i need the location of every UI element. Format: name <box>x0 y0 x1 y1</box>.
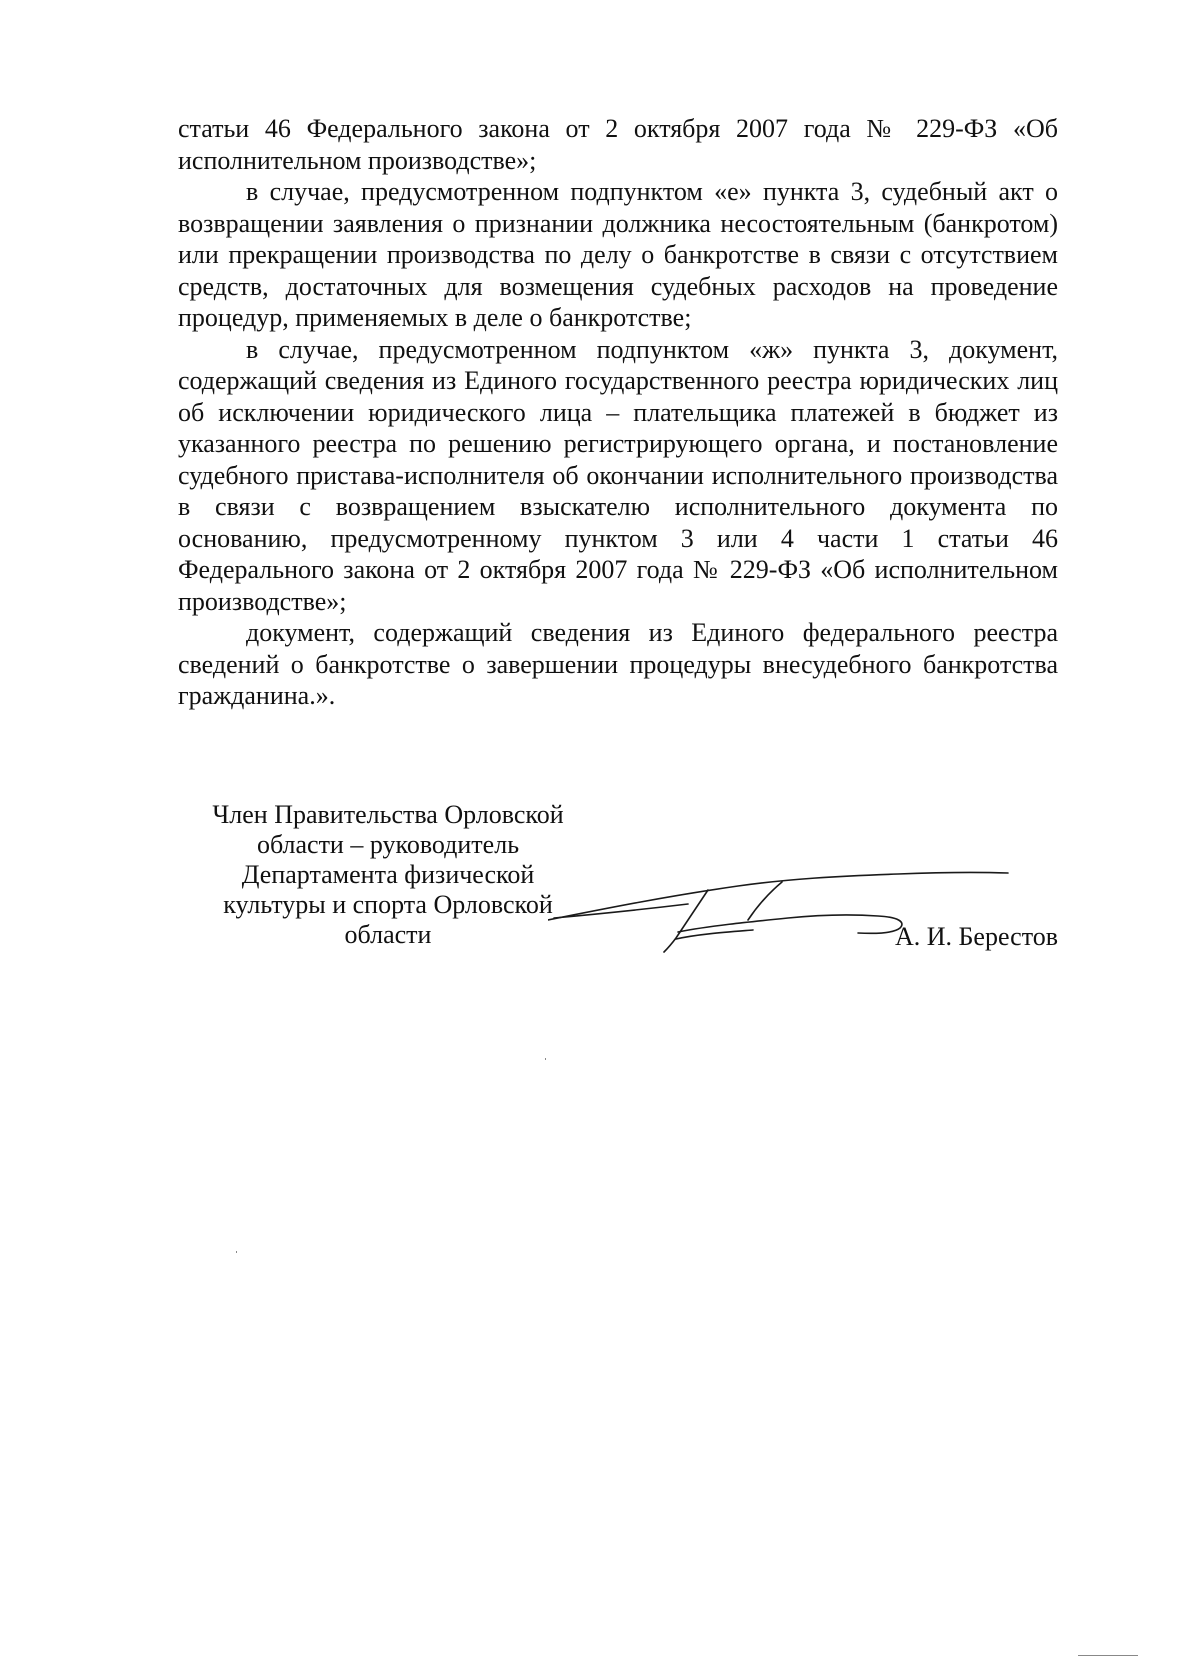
document-body <box>178 113 1058 712</box>
position-line: Департамента физической <box>241 860 535 889</box>
signer-name: А. И. Берестов <box>894 922 1058 951</box>
signer-position-title <box>178 800 598 950</box>
position-line: культуры и спорта Орловской <box>223 890 553 919</box>
paragraph-case-zh: в случае, предусмотренном подпунктом «ж» пункта 3, документ, содержащий сведения из Единого государственного реестра юридических лиц об исключении юридического лица – плательщика платежей в бюджет из указанного реестра по решению регистрирующего органа, и постановление судебного пристава-исполнителя об окончании исполнительного производства в связи с возвращением взыскателю исполнительного документа по основанию, предусмотренному пунктом 3 или 4 части 1 статьи 46 Федерального закона от 2 октября 2007 года № 229-ФЗ «Об исполнительном производстве»; <box>178 334 1058 616</box>
scan-artifact <box>545 1058 546 1060</box>
handwritten-signature <box>548 860 1028 970</box>
paragraph-continuation: статьи 46 Федерального закона от 2 октября 2007 года № 229-ФЗ «Об исполнительном производстве»; <box>178 114 1058 175</box>
scan-artifact <box>236 1251 237 1253</box>
scan-artifact <box>1078 1655 1138 1656</box>
position-line: области <box>344 920 432 949</box>
paragraph-bankruptcy-registry: документ, содержащий сведения из Единого федерального реестра сведений о банкротстве о завершении процедуры внесудебного банкротства гражданина.». <box>178 618 1058 710</box>
position-line: Член Правительства Орловской <box>212 800 564 829</box>
signature-block <box>178 800 1058 960</box>
position-line: области – руководитель <box>256 830 520 859</box>
paragraph-case-e: в случае, предусмотренном подпунктом «е» пункта 3, судебный акт о возвращении заявления о признании должника несостоятельным (банкротом) или прекращении производства по делу о банкротстве в связи с отсутствием средств, достаточных для возмещения судебных расходов на проведение процедур, применяемых в деле о банкротстве; <box>178 177 1058 332</box>
